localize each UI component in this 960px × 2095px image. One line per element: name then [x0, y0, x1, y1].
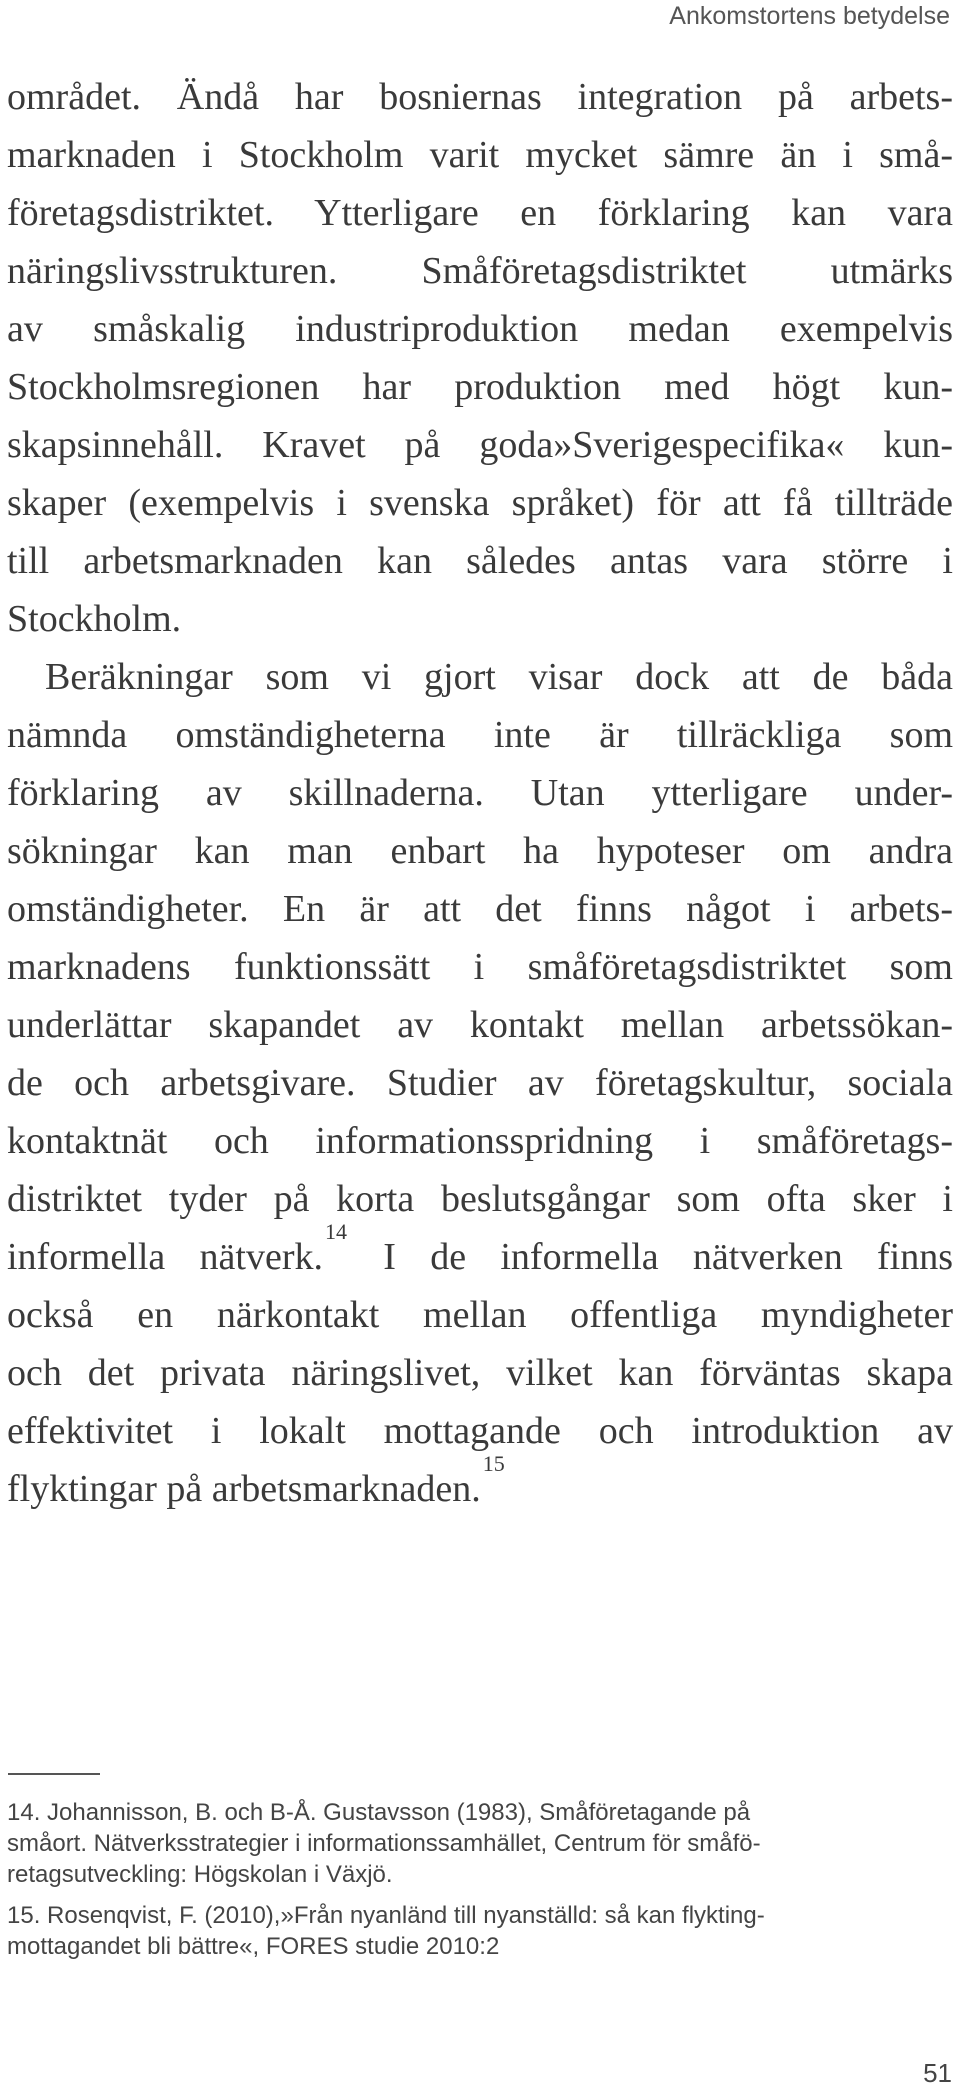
- text-line: [7, 1451, 953, 1518]
- text-line: omständigheter. En är att det finns något i arbets-: [7, 888, 953, 930]
- text-line: förklaring av skillnaderna. Utan ytterligare under-: [7, 772, 953, 814]
- text-line: företagsdistriktet. Ytterligare en förklaring kan vara: [7, 192, 953, 234]
- text-line: skapsinnehåll. Kravet på goda»Sverigespecifika« kun-: [7, 424, 953, 466]
- text-line: till arbetsmarknaden kan således antas vara större i: [7, 540, 953, 582]
- text-line: effektivitet i lokalt mottagande och introduktion av: [7, 1410, 953, 1452]
- footnote-reference[interactable]: 14: [325, 1219, 347, 1245]
- footnote-14: [7, 1797, 937, 1890]
- text-line: skaper (exempelvis i svenska språket) för att få tillträde: [7, 482, 953, 524]
- text-line: underlättar skapandet av kontakt mellan arbetssökan-: [7, 1004, 953, 1046]
- footnote-15: [7, 1900, 937, 1962]
- footnote-line: 14. Johannisson, B. och B-Å. Gustavsson (1983), Småföretagande på: [7, 1799, 751, 1826]
- text-line: och det privata näringslivet, vilket kan förväntas skapa: [7, 1352, 953, 1394]
- text-line: området. Ändå har bosniernas integration på arbets-: [7, 76, 953, 118]
- footnote-separator: [8, 1773, 100, 1775]
- text-fragment: I de informella nätverken finns: [383, 1236, 953, 1278]
- text-line: Stockholmsregionen har produktion med högt kun-: [7, 366, 953, 408]
- footnotes: [7, 1797, 937, 1972]
- text-line: marknaden i Stockholm varit mycket sämre än i små-: [7, 134, 953, 176]
- paragraph: [7, 68, 953, 648]
- text-line: Stockholm.: [7, 598, 182, 640]
- text-line: sökningar kan man enbart ha hypoteser om andra: [7, 830, 953, 872]
- paragraph: [7, 648, 953, 1518]
- body-text: [7, 68, 953, 1518]
- text-line: distriktet tyder på korta beslutsgångar som ofta sker i: [7, 1178, 953, 1220]
- text-line: marknadens funktionssätt i småföretagsdistriktet som: [7, 946, 953, 988]
- text-fragment: informella nätverk.: [7, 1236, 323, 1278]
- text-fragment: flyktingar på arbetsmarknaden.: [7, 1468, 481, 1510]
- footnote-line: mottagandet bli bättre«, FORES studie 2010:2: [7, 1933, 500, 1960]
- footnote-reference[interactable]: 15: [482, 1451, 505, 1477]
- text-line: Beräkningar som vi gjort visar dock att de båda: [45, 656, 953, 698]
- page-number: 51: [923, 2058, 952, 2088]
- text-line: nämnda omständigheterna inte är tillräckliga som: [7, 714, 953, 756]
- footnote-line: småort. Nätverksstrategier i informationssamhället, Centrum för småfö-: [7, 1830, 761, 1857]
- text-line: också en närkontakt mellan offentliga myndigheter: [7, 1294, 953, 1336]
- text-line: [7, 1219, 953, 1286]
- footnote-line: retagsutveckling: Högskolan i Växjö.: [7, 1861, 393, 1888]
- footnote-line: 15. Rosenqvist, F. (2010),»Från nyanländ till nyanställd: så kan flykting-: [7, 1902, 765, 1929]
- text-line: de och arbetsgivare. Studier av företagskultur, sociala: [7, 1062, 953, 1104]
- text-line: näringslivsstrukturen. Småföretagsdistriktet utmärks: [7, 250, 953, 292]
- running-header: Ankomstortens betydelse: [669, 2, 950, 30]
- text-line: kontaktnät och informationsspridning i småföretags-: [7, 1120, 953, 1162]
- text-line: av småskalig industriproduktion medan exempelvis: [7, 308, 953, 350]
